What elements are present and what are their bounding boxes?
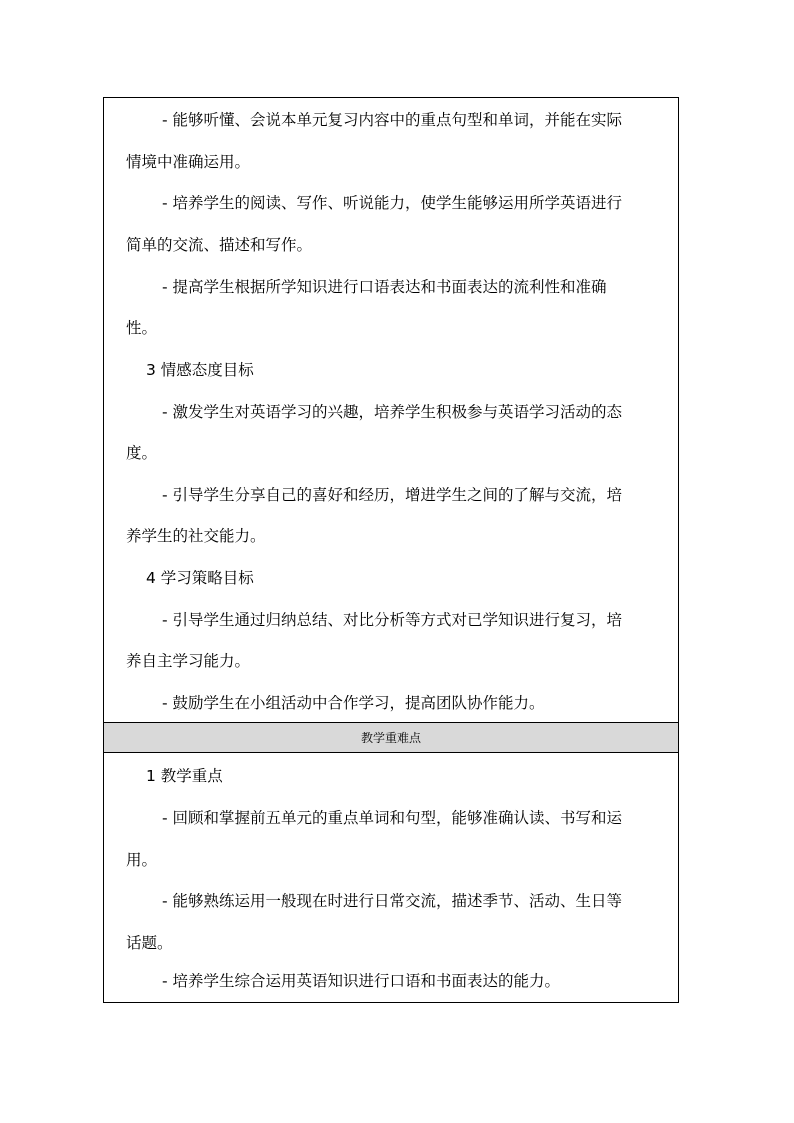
bullet-line: - 回顾和掌握前五单元的重点单词和句型，能够准确认读、书写和运 (162, 809, 623, 827)
bullet-line: - 提高学生根据所学知识进行口语表达和书面表达的流利性和准确 (162, 278, 607, 296)
continuation-line: 简单的交流、描述和写作。 (126, 236, 313, 254)
bullet-line: - 培养学生综合运用英语知识进行口语和书面表达的能力。 (162, 972, 561, 990)
continuation-line: 度。 (126, 444, 158, 462)
bullet-line: - 激发学生对英语学习的兴趣，培养学生积极参与英语学习活动的态 (162, 403, 623, 421)
continuation-line: 养学生的社交能力。 (126, 527, 266, 545)
section-header-title: 教学重难点 (360, 731, 421, 745)
section-heading: 1 教学重点 (146, 767, 223, 785)
bullet-line: - 引导学生通过归纳总结、对比分析等方式对已学知识进行复习，培 (162, 611, 623, 629)
continuation-line: 情境中准确运用。 (126, 153, 251, 171)
bullet-line: - 能够听懂、会说本单元复习内容中的重点句型和单词，并能在实际 (162, 111, 623, 129)
continuation-line: 话题。 (126, 934, 173, 952)
section-heading: 4 学习策略目标 (146, 569, 254, 587)
section-heading: 3 情感态度目标 (146, 361, 254, 379)
bullet-line: - 能够熟练运用一般现在时进行日常交流，描述季节、活动、生日等 (162, 892, 623, 910)
continuation-line: 养自主学习能力。 (126, 652, 251, 670)
bullet-line: - 鼓励学生在小组活动中合作学习，提高团队协作能力。 (162, 694, 545, 712)
section-header-bar (104, 722, 678, 753)
continuation-line: 性。 (126, 319, 158, 337)
continuation-line: 用。 (126, 851, 158, 869)
bullet-line: - 培养学生的阅读、写作、听说能力，使学生能够运用所学英语进行 (162, 194, 623, 212)
content-table (103, 97, 679, 1003)
bullet-line: - 引导学生分享自己的喜好和经历，增进学生之间的了解与交流，培 (162, 486, 623, 504)
